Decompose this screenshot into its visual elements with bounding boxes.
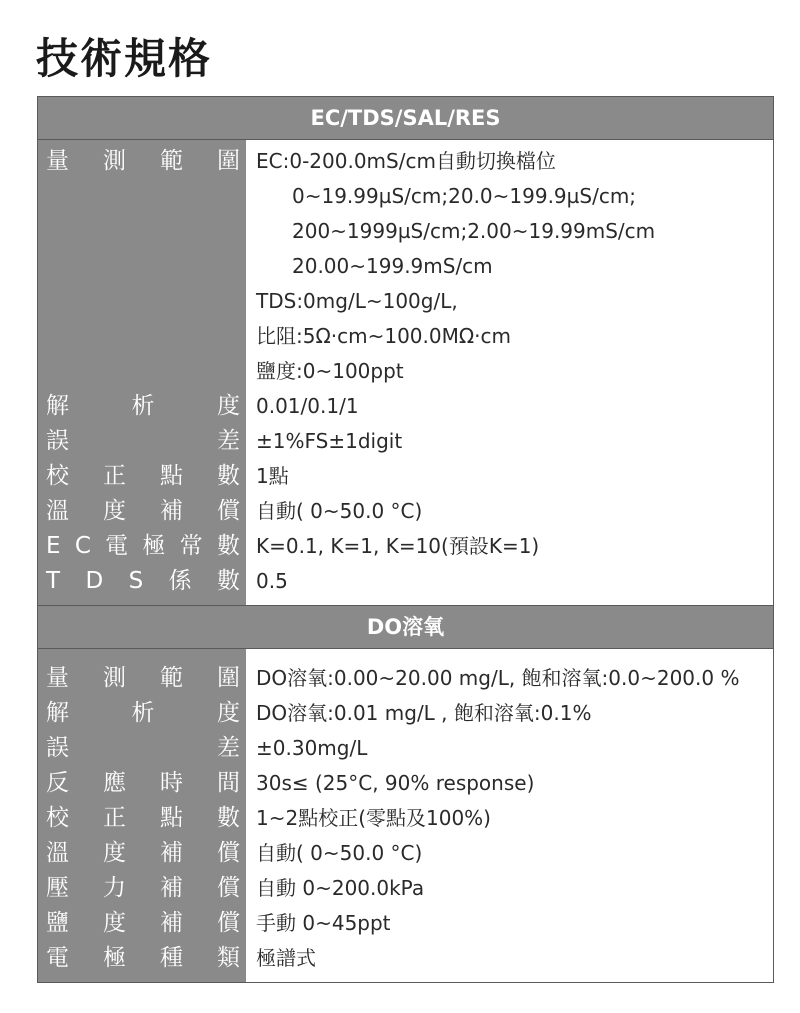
- spec-row-label: [38, 696, 246, 731]
- spec-label: [46, 836, 240, 871]
- spec-label-char: 補: [160, 910, 183, 936]
- spec-value-line: 自動 0~200.0kPa: [256, 876, 425, 900]
- spec-value: [246, 389, 773, 424]
- spec-label-char: 電: [105, 533, 129, 559]
- spec-value-line: TDS:0mg/L~100g/L,: [256, 289, 458, 313]
- spec-value-line: 自動( 0~50.0 °C): [256, 499, 423, 523]
- spec-value-line: 200~1999µS/cm;2.00~19.99mS/cm: [292, 219, 656, 243]
- spec-value: [246, 494, 773, 529]
- spec-label: [46, 494, 240, 529]
- spec-label-char: 償: [217, 498, 240, 524]
- spec-label-char: C: [74, 533, 91, 559]
- spec-label-char: 析: [131, 700, 155, 726]
- spec-value-line: 0~19.99µS/cm;20.0~199.9µS/cm;: [292, 184, 637, 208]
- spec-label-char: 度: [103, 910, 126, 936]
- spec-value: [246, 459, 773, 494]
- spec-value: [246, 661, 773, 696]
- spec-row-label: [38, 941, 246, 976]
- spec-label-char: 圍: [217, 665, 240, 691]
- spec-label-char: 度: [103, 840, 126, 866]
- spec-label-char: 正: [103, 463, 126, 489]
- spec-label-char: 反: [46, 770, 69, 796]
- section-body: [38, 649, 773, 982]
- spec-row-label: [38, 766, 246, 801]
- spec-label-char: 析: [131, 393, 155, 419]
- spec-label: [46, 459, 240, 494]
- spec-label-char: 極: [142, 533, 166, 559]
- spec-row-label: [38, 731, 246, 766]
- spec-value: [246, 144, 773, 389]
- spec-label-char: 測: [103, 665, 126, 691]
- spec-row-label: [38, 836, 246, 871]
- spec-label-char: 校: [46, 805, 69, 831]
- spec-label-char: 壓: [46, 875, 69, 901]
- spec-row-label: [38, 564, 246, 599]
- spec-table: [37, 96, 774, 983]
- spec-label: [46, 144, 240, 179]
- spec-value-line: DO溶氧:0.01 mg/L , 飽和溶氧:0.1%: [256, 701, 592, 725]
- section-body: [38, 140, 773, 605]
- spec-label-char: 解: [46, 700, 69, 726]
- spec-label-char: 點: [160, 805, 183, 831]
- spec-row-label: [38, 661, 246, 696]
- spec-label: [46, 529, 240, 564]
- spec-label-char: 誤: [46, 735, 69, 761]
- spec-label-char: 補: [160, 875, 183, 901]
- spec-value-line: ±0.30mg/L: [256, 736, 368, 760]
- spec-label-char: 極: [103, 945, 126, 971]
- spec-value: [246, 424, 773, 459]
- spec-label: [46, 731, 240, 766]
- spec-label-char: 量: [46, 148, 69, 174]
- spec-value-line: 1點: [256, 464, 289, 488]
- spec-value: [246, 564, 773, 599]
- value-column: [246, 649, 773, 982]
- spec-label-char: 補: [160, 498, 183, 524]
- spec-label-char: 度: [103, 498, 126, 524]
- spec-row-label: [38, 424, 246, 459]
- spec-label-char: 償: [217, 910, 240, 936]
- section-header: EC/TDS/SAL/RES: [38, 97, 773, 140]
- spec-label: [46, 564, 240, 599]
- spec-value-line: ±1%FS±1digit: [256, 429, 403, 453]
- spec-label: [46, 941, 240, 976]
- spec-value-line: 1~2點校正(零點及100%): [256, 806, 491, 830]
- spec-value-line: EC:0-200.0mS/cm自動切換檔位: [256, 149, 556, 173]
- spec-label-char: 量: [46, 665, 69, 691]
- spec-label-char: 誤: [46, 428, 69, 454]
- spec-row-label: [38, 144, 246, 389]
- spec-row-label: [38, 529, 246, 564]
- spec-value-line: DO溶氧:0.00~20.00 mg/L, 飽和溶氧:0.0~200.0 %: [256, 666, 740, 690]
- spec-label-char: 數: [216, 533, 240, 559]
- spec-value-line: 極譜式: [256, 946, 316, 970]
- spec-label-char: 數: [217, 463, 240, 489]
- spec-label-char: 時: [160, 770, 183, 796]
- spec-label-char: 應: [103, 770, 126, 796]
- spec-value-line: 20.00~199.9mS/cm: [292, 254, 493, 278]
- spec-row-label: [38, 801, 246, 836]
- value-column: [246, 140, 773, 605]
- spec-label-char: 鹽: [46, 910, 69, 936]
- spec-value-line: 自動( 0~50.0 °C): [256, 841, 423, 865]
- spec-label: [46, 766, 240, 801]
- spec-row-label: [38, 906, 246, 941]
- spec-label-char: 常: [179, 533, 203, 559]
- spec-label-char: 償: [217, 840, 240, 866]
- spec-value: [246, 836, 773, 871]
- spec-label-char: 校: [46, 463, 69, 489]
- spec-value: [246, 731, 773, 766]
- spec-row-label: [38, 871, 246, 906]
- spec-value: [246, 696, 773, 731]
- spec-label-char: 補: [160, 840, 183, 866]
- spec-value: [246, 941, 773, 976]
- spec-label: [46, 801, 240, 836]
- spec-row-label: [38, 389, 246, 424]
- spec-label-char: 數: [216, 568, 240, 594]
- spec-label: [46, 696, 240, 731]
- spec-label-char: 解: [46, 393, 69, 419]
- spec-label-char: 點: [160, 463, 183, 489]
- spec-label: [46, 871, 240, 906]
- section-header: DO溶氧: [38, 605, 773, 649]
- label-column: [38, 140, 246, 605]
- spec-value-line: K=0.1, K=1, K=10(預設K=1): [256, 534, 540, 558]
- spec-label: [46, 389, 240, 424]
- spec-label-char: 度: [217, 393, 240, 419]
- spec-label-char: S: [128, 568, 144, 594]
- spec-label: [46, 424, 240, 459]
- spec-label-char: 類: [217, 945, 240, 971]
- spec-value: [246, 906, 773, 941]
- spec-label-char: 範: [160, 148, 183, 174]
- spec-label-char: 溫: [46, 840, 69, 866]
- spec-value-line: 手動 0~45ppt: [256, 911, 391, 935]
- spec-value-line: 比阻:5Ω·cm~100.0MΩ·cm: [256, 324, 511, 348]
- spec-label-char: 差: [217, 428, 240, 454]
- spec-label-char: 間: [217, 770, 240, 796]
- spec-label: [46, 906, 240, 941]
- spec-value-line: 0.5: [256, 569, 288, 593]
- spec-label-char: 圍: [217, 148, 240, 174]
- spec-label-char: 係: [168, 568, 192, 594]
- spec-label-char: 測: [103, 148, 126, 174]
- spec-label-char: 溫: [46, 498, 69, 524]
- spec-value: [246, 801, 773, 836]
- spec-label-char: E: [46, 533, 61, 559]
- spec-label-char: 數: [217, 805, 240, 831]
- spec-label-char: 種: [160, 945, 183, 971]
- spec-value-line: 鹽度:0~100ppt: [256, 359, 404, 383]
- spec-label-char: D: [85, 568, 104, 594]
- spec-value: [246, 529, 773, 564]
- spec-label-char: 正: [103, 805, 126, 831]
- spec-label-char: 範: [160, 665, 183, 691]
- spec-value-line: 30s≤ (25°C, 90% response): [256, 771, 535, 795]
- spec-label-char: 度: [217, 700, 240, 726]
- spec-row-label: [38, 459, 246, 494]
- spec-label: [46, 661, 240, 696]
- label-column: [38, 649, 246, 982]
- spec-value: [246, 871, 773, 906]
- spec-label-char: 差: [217, 735, 240, 761]
- spec-row-label: [38, 494, 246, 529]
- spec-value: [246, 766, 773, 801]
- spec-value-line: 0.01/0.1/1: [256, 394, 359, 418]
- page-title: 技術規格: [36, 34, 213, 83]
- spec-label-char: 電: [46, 945, 69, 971]
- spec-label-char: 力: [103, 875, 126, 901]
- spec-label-char: 償: [217, 875, 240, 901]
- spec-label-char: T: [46, 568, 61, 594]
